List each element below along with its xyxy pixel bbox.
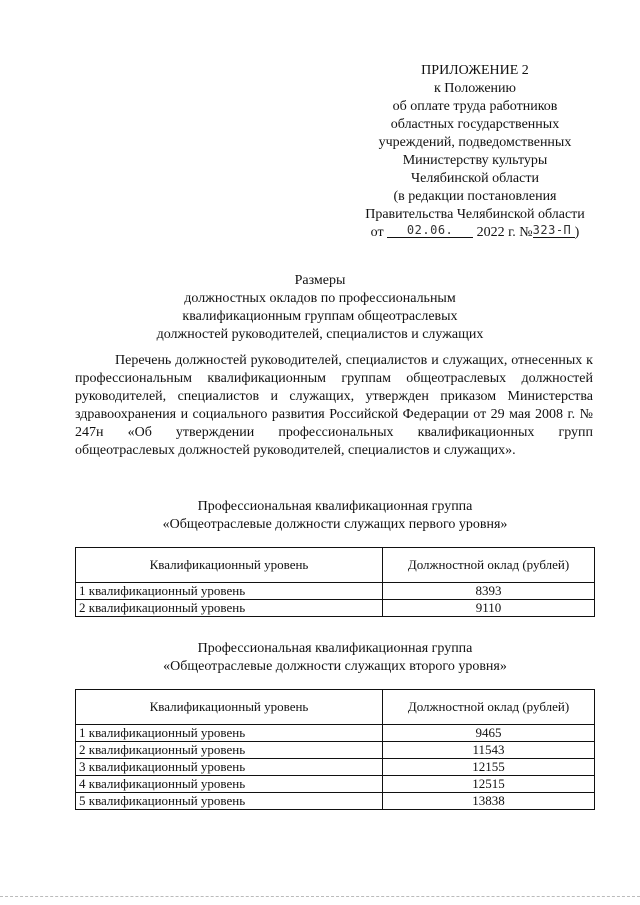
appendix-line: Правительства Челябинской области — [365, 207, 585, 222]
title-line: квалификационным группам общеотраслевых — [182, 309, 458, 324]
title-line: должностных окладов по профессиональным — [184, 291, 456, 306]
table-row — [76, 742, 595, 759]
from-prefix: от — [370, 225, 384, 240]
salary-cell: 12155 — [383, 759, 595, 776]
page-bottom-divider — [0, 896, 640, 897]
table-row — [76, 793, 595, 810]
salary-cell: 9465 — [383, 725, 595, 742]
table-row — [76, 725, 595, 742]
appendix-line: учреждений, подведомственных — [378, 135, 572, 150]
col-header-level: Квалификационный уровень — [76, 690, 383, 725]
salary-table-group-2 — [75, 689, 595, 810]
group-2-heading — [60, 640, 610, 676]
handwritten-date: 02.06. — [387, 223, 473, 238]
title-line: должностей руководителей, специалистов и служащих — [156, 327, 484, 342]
appendix-line: ПРИЛОЖЕНИЕ 2 — [421, 63, 529, 78]
table-header-row — [76, 548, 595, 583]
appendix-line: об оплате труда работников — [392, 99, 558, 114]
level-cell: 3 квалификационный уровень — [76, 759, 383, 776]
title-line: Размеры — [294, 273, 346, 288]
col-header-salary: Должностной оклад (рублей) — [383, 690, 595, 725]
group-1-heading — [60, 498, 610, 534]
group-heading-line: «Общеотраслевые должности служащих второго уровня» — [163, 659, 507, 674]
appendix-line: Челябинской области — [411, 171, 539, 186]
salary-cell: 13838 — [383, 793, 595, 810]
appendix-line: Министерству культуры — [402, 153, 548, 168]
table-row — [76, 583, 595, 600]
salary-table-group-1 — [75, 547, 595, 617]
document-title — [60, 272, 580, 344]
salary-cell: 8393 — [383, 583, 595, 600]
edition-date-line — [340, 224, 610, 242]
level-cell: 2 квалификационный уровень — [76, 742, 383, 759]
level-cell: 5 квалификационный уровень — [76, 793, 383, 810]
table-row — [76, 776, 595, 793]
salary-cell: 11543 — [383, 742, 595, 759]
appendix-line: (в редакции постановления — [393, 189, 557, 204]
level-cell: 1 квалификационный уровень — [76, 725, 383, 742]
handwritten-number: 323-П — [533, 223, 575, 238]
table-row — [76, 759, 595, 776]
close-paren: ) — [574, 225, 580, 240]
intro-paragraph: Перечень должностей руководителей, специалистов и служащих, отнесенных к профессиональным квалификационным группам общеотраслевых должностей руководителей, специалистов и служащих, утвержден приказом Министерства здравоохранения и социального развития Российской Федерации от 29 мая 2008 г. № 247н «Об утверждении профессиональных квалификационных групп общеотраслевых должностей руководителей, специалистов и служащих». — [75, 353, 593, 458]
group-heading-line: Профессиональная квалификационная группа — [197, 641, 473, 656]
col-header-salary: Должностной оклад (рублей) — [383, 548, 595, 583]
appendix-header — [340, 62, 610, 242]
col-header-level: Квалификационный уровень — [76, 548, 383, 583]
year-text: 2022 г. № — [476, 225, 533, 240]
group-heading-line: «Общеотраслевые должности служащих первого уровня» — [162, 517, 508, 532]
appendix-line: областных государственных — [390, 117, 560, 132]
table-header-row — [76, 690, 595, 725]
level-cell: 2 квалификационный уровень — [76, 600, 383, 617]
level-cell: 4 квалификационный уровень — [76, 776, 383, 793]
salary-cell: 12515 — [383, 776, 595, 793]
group-heading-line: Профессиональная квалификационная группа — [197, 499, 473, 514]
table-row — [76, 600, 595, 617]
appendix-line: к Положению — [433, 81, 516, 96]
salary-cell: 9110 — [383, 600, 595, 617]
level-cell: 1 квалификационный уровень — [76, 583, 383, 600]
